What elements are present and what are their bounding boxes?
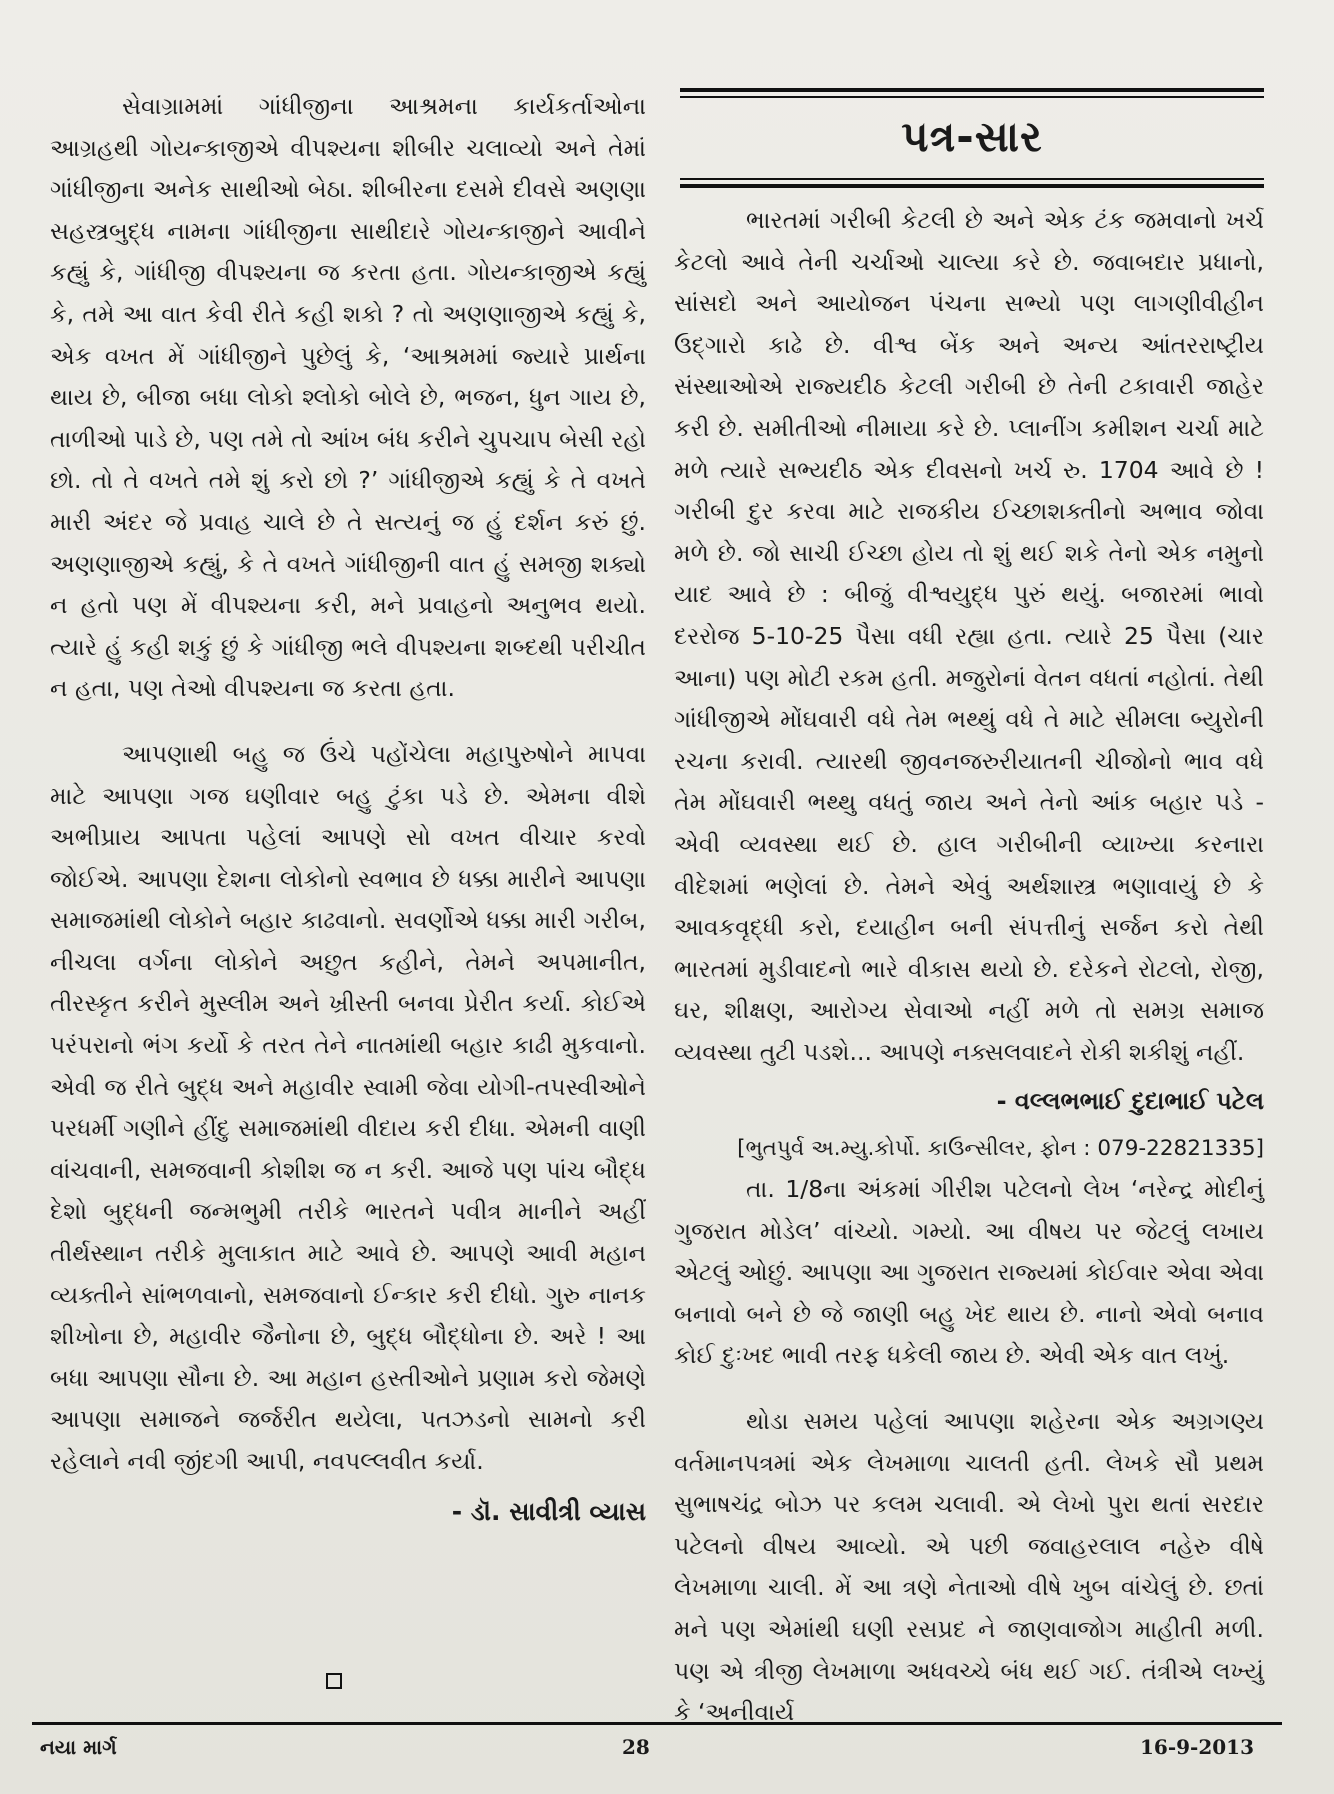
article-paragraph: આપણાથી બહુ જ ઉંચે પહોંચેલા મહાપુરુષોને માપવા માટે આપણા ગજ ઘણીવાર બહુ ટુંકા પડે છે. એમના વીશે અભીપ્રાય આપતા પહેલાં આપણે સો વખત વીચાર કરવો જોઈએ. આપણા દેશના લોકોનો સ્વભાવ છે ધક્કા મારીને આપણા સમાજમાંથી લોકોને બહાર કાઢવાનો. સવર્ણોએ ધક્કા મારી ગરીબ, નીચલા વર્ગના લોકોને અછુત કહીને, તેમને અપમાનીત, તીરસ્કૃત કરીને મુસ્લીમ અને ખ્રીસ્તી બનવા પ્રેરીત કર્યા. કોઈએ પરંપરાનો ભંગ કર્યો કે તરત તેને નાતમાંથી બહાર કાઢી મુકવાનો. એવી જ રીતે બુદ્ધ અને મહાવીર સ્વામી જેવા યોગી-તપસ્વીઓને પરધર્મી ગણીને હીંદુ સમાજમાંથી વીદાય કરી દીધા. એમની વાણી વાંચવાની, સમજવાની કોશીશ જ ન કરી. આજે પણ પાંચ બૌદ્ધ દેશો બુદ્ધની જન્મભુમી તરીકે ભારતને પવીત્ર માનીને અહીં તીર્થસ્થાન તરીકે મુલાકાત માટે આવે છે. આપણે આવી મહાન વ્યક્તીને સાંભળવાનો, સમજવાનો ઈન્કાર કરી દીધો. ગુરુ નાનક શીખોના છે, મહાવીર જૈનોના છે, બુદ્ધ બૌદ્ધોના છે. અરે ! આ બધા આપણા સૌના છે. આ મહાન હસ્તીઓને પ્રણામ કરો જેમણે આપણા સમાજને જર્જરીત થયેલા, પતઝડનો સામનો કરી રહેલાને નવી જીંદગી આપી, નવપલ્લવીત કર્યા. (50, 739, 646, 1475)
divider (680, 184, 1264, 188)
issue-date: 16-9-2013 (1140, 1735, 1255, 1759)
author-note: [ભુતપુર્વ અ.મ્યુ.કોર્પો. કાઉન્સીલર, ફોન : 079-22821335] (737, 1136, 1264, 1162)
page-number: 28 (622, 1735, 650, 1759)
letter-paragraph: થોડા સમય પહેલાં આપણા શહેરના એક અગ્રગણ્ય વર્તમાનપત્રમાં એક લેખમાળા ચાલતી હતી. લેખકે સૌ પ્રથમ સુભાષચંદ્ર બોઝ પર કલમ ચલાવી. એ લેખો પુરા થતાં સરદાર પટેલનો વીષય આવ્યો. એ પછી જવાહરલાલ નહેરુ વીષે લેખમાળા ચાલી. મેં આ ત્રણે નેતાઓ વીષે ખુબ વાંચેલું છે. છતાં મને પણ એમાંથી ઘણી રસપ્રદ ને જાણવાજોગ માહીતી મળી. પણ એ ત્રીજી લેખમાળા અધવચ્ચે બંધ થઈ ગઈ. તંત્રીએ લખ્યું કે ‘અનીવાર્ય (674, 1407, 1264, 1727)
right-column (674, 200, 1264, 1734)
section-header (680, 88, 1264, 192)
divider (680, 96, 1264, 98)
footer-divider (32, 1722, 1282, 1725)
divider (680, 88, 1264, 92)
letter-signature: - વલ્લભભાઈ દુદાભાઈ પટેલ (996, 1087, 1264, 1116)
letter-paragraph: ભારતમાં ગરીબી કેટલી છે અને એક ટંક જમવાનો ખર્ચ કેટલો આવે તેની ચર્ચાઓ ચાલ્યા કરે છે. જવાબદાર પ્રધાનો, સાંસદો અને આયોજન પંચના સભ્યો પણ લાગણીવીહીન ઉદ્ગારો કાઢે છે. વીશ્વ બેંક અને અન્ય આંતરરાષ્ટ્રીય સંસ્થાઓએ રાજ્યદીઠ કેટલી ગરીબી છે તેની ટકાવારી જાહેર કરી છે. સમીતીઓ નીમાયા કરે છે. પ્લાનીંગ કમીશન ચર્ચા માટે મળે ત્યારે સભ્યદીઠ એક દીવસનો ખર્ચ રુ. 1704 આવે છે ! ગરીબી દુર કરવા માટે રાજકીય ઈચ્છાશક્તીનો અભાવ જોવા મળે છે. જો સાચી ઈચ્છા હોય તો શું થઈ શકે તેનો એક નમુનો યાદ આવે છે : બીજું વીશ્વયુદ્ધ પુરું થયું. બજારમાં ભાવો દરરોજ 5-10-25 પૈસા વધી રહ્યા હતા. ત્યારે 25 પૈસા (ચાર આના) પણ મોટી રકમ હતી. મજુરોનાં વેતન વધતાં નહોતાં. તેથી ગાંધીજીએ મોંઘવારી વધે તેમ ભથ્થું વધે તે માટે સીમલા બ્યુરોની રચના કરાવી. ત્યારથી જીવનજરુરીયાતની ચીજોનો ભાવ વધે તેમ મોંઘવારી ભથ્થુ વધતું જાય અને તેનો આંક બહાર પડે - એવી વ્યવસ્થા થઈ છે. હાલ ગરીબીની વ્યાખ્યા કરનારા વીદેશમાં ભણેલાં છે. તેમને એવું અર્થશાસ્ત્ર ભણાવાયું છે કે આવકવૃદ્ધી કરો, દયાહીન બની સંપત્તીનું સર્જન કરો તેથી ભારતમાં મુડીવાદનો ભારે વીકાસ થયો છે. દરેકને રોટલો, રોજી, ઘર, શીક્ષણ, આરોગ્ય સેવાઓ નહીં મળે તો સમગ્ર સમાજ વ્યવસ્થા તુટી પડશે... આપણે નક્સલવાદને રોકી શકીશું નહીં. (674, 206, 1264, 1066)
magazine-name: નયા માર્ગ (40, 1735, 117, 1759)
end-mark-icon (326, 1673, 342, 1689)
letter-paragraph: તા. 1/8ના અંકમાં ગીરીશ પટેલનો લેખ ‘નરેન્દ્ર મોદીનું ગુજરાત મોડેલ’ વાંચ્યો. ગમ્યો. આ વીષય પર જેટલું લખાય એટલું ઓછું. આપણા આ ગુજરાત રાજ્યમાં કોઈવાર એવા એવા બનાવો બને છે જે જાણી બહુ ખેદ થાય છે. નાનો એવો બનાવ કોઈ દુઃખદ ભાવી તરફ ધકેલી જાય છે. એવી એક વાત લખું. (674, 1175, 1264, 1370)
article-paragraph: સેવાગ્રામમાં ગાંધીજીના આશ્રમના કાર્યકર્તાઓના આગ્રહથી ગોયન્કાજીએ વીપશ્યના શીબીર ચલાવ્યો અને તેમાં ગાંધીજીના અનેક સાથીઓ બેઠા. શીબીરના દસમે દીવસે અણણા સહસ્ત્રબુદ્ધ નામના ગાંધીજીના સાથીદારે ગોયન્કાજીને આવીને કહ્યું કે, ગાંધીજી વીપશ્યના જ કરતા હતા. ગોયન્કાજીએ કહ્યું કે, તમે આ વાત કેવી રીતે કહી શકો ? તો અણણાજીએ કહ્યું કે, એક વખત મેં ગાંધીજીને પુછેલું કે, ‘આશ્રમમાં જ્યારે પ્રાર્થના થાય છે, બીજા બધા લોકો શ્લોકો બોલે છે, ભજન, ધુન ગાય છે, તાળીઓ પાડે છે, પણ તમે તો આંખ બંધ કરીને ચુપચાપ બેસી રહો છો. તો તે વખતે તમે શું કરો છો ?’ ગાંધીજીએ કહ્યું કે તે વખતે મારી અંદર જે પ્રવાહ ચાલે છે તે સત્યનું જ હું દર્શન કરું છું. અણણાજીએ કહ્યું, કે તે વખતે ગાંધીજીની વાત હું સમજી શક્યો ન હતો પણ મેં વીપશ્યના કરી, મને પ્રવાહનો અનુભવ થયો. ત્યારે હું કહી શકું છું કે ગાંધીજી ભલે વીપશ્યના શબ્દથી પરીચીત ન હતા, પણ તેઓ વીપશ્યના જ કરતા હતા. (50, 92, 646, 703)
section-title: પત્ર-સાર (901, 112, 1043, 161)
divider (680, 178, 1264, 180)
left-column (50, 86, 646, 1532)
author-signature: - ડૉ. સાવીત્રી વ્યાસ (451, 1496, 646, 1526)
